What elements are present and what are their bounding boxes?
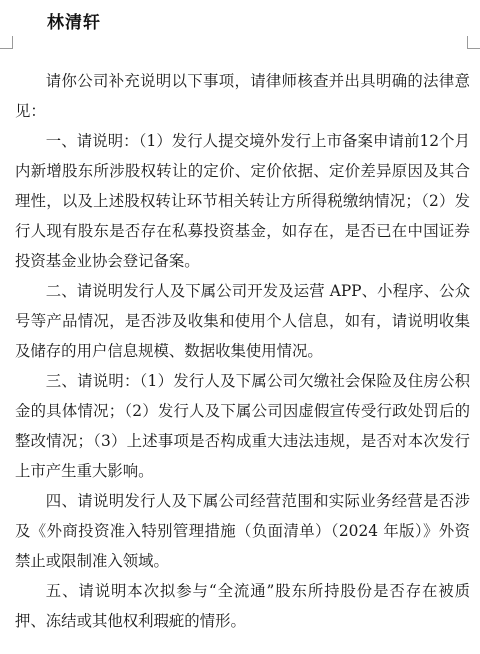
margin-corner-mark-left	[0, 36, 13, 49]
paragraph-item-5: 五、请说明本次拟参与“全流通”股东所持股份是否存在被质押、冻结或其他权利瑕疵的情形。	[15, 582, 470, 630]
paragraph-item-3: 三、请说明：（1）发行人及下属公司欠缴社会保险及住房公积金的具体情况；（2）发行人及下属公司因虚假宣传受行政处罚后的整改情况；（3）上述事项是否构成重大违法违规，是否对本次发行上市产生重大影响。	[15, 372, 470, 480]
document-body	[15, 66, 470, 636]
margin-corner-mark-right	[467, 36, 480, 49]
header-company-name: 林清轩	[47, 13, 101, 33]
paragraph-item-2: 二、请说明发行人及下属公司开发及运营 APP、小程序、公众号等产品情况，是否涉及收集和使用个人信息，如有，请说明收集及储存的用户信息规模、数据收集使用情况。	[15, 282, 470, 360]
paragraph-item-1: 一、请说明：（1）发行人提交境外发行上市备案申请前12个月内新增股东所涉股权转让的定价、定价依据、定价差异原因及其合理性，以及上述股权转让环节相关转让方所得税缴纳情况；（2）发行人现有股东是否存在私募投资基金，如存在，是否已在中国证券投资基金业协会登记备案。	[15, 132, 470, 270]
paragraph-item-4: 四、请说明发行人及下属公司经营范围和实际业务经营是否涉及《外商投资准入特别管理措施（负面清单）（2024 年版）》外资禁止或限制准入领域。	[15, 492, 470, 570]
paragraph-intro: 请你公司补充说明以下事项，请律师核查并出具明确的法律意见：	[15, 72, 470, 120]
